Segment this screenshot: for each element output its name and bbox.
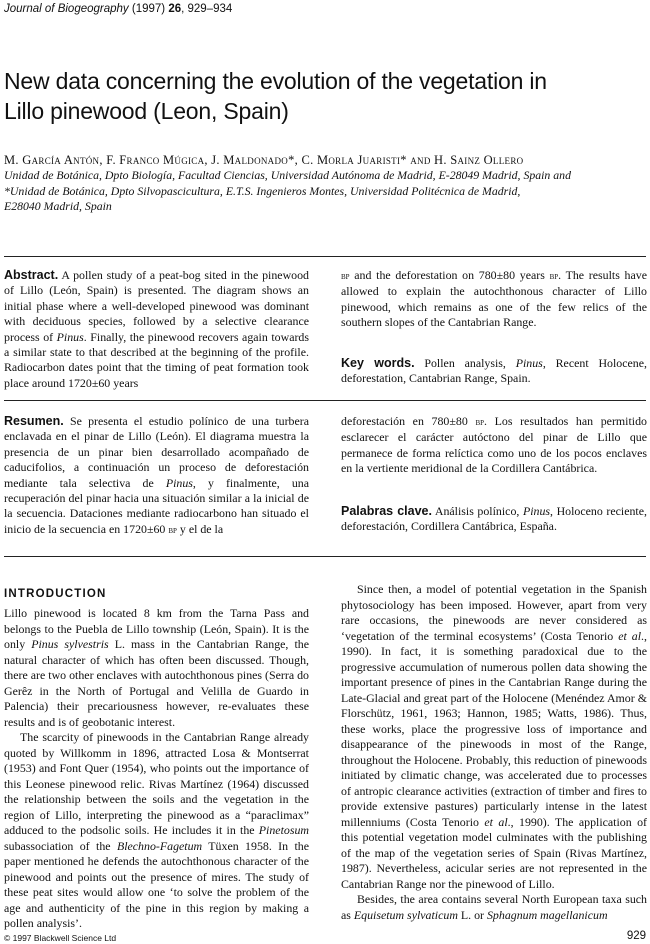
abstract-text-b: . Finally, the pinewood recovers again towards a similar state to that described at the beginning of the profile. Radiocarbon dates point that the timing of peat formation took place around 1720±60 years: [4, 329, 309, 390]
journal-pages: , 929–934: [181, 3, 233, 15]
p4-a: Besides, the area contains several North European taxa such as: [341, 892, 647, 922]
journal-name: Journal of Biogeography: [4, 3, 129, 15]
p3-c: ., 1990). The application of this potential vegetation model culminates with the publishing of the map of the vegetation series of Spain (Rivas Martínez, 1987). Nevertheless, acicular series are not represented in the Cantabrian Range nor the pinewood of Lillo.: [341, 814, 647, 891]
abstract-label: Abstract.: [4, 268, 59, 282]
affiliation-3: E28040 Madrid, Spain: [4, 199, 112, 213]
p1-a: Lillo pinewood is located 8 km from the Tarna Pass and belongs to the Puebla de Lillo township (León, Spain). It is the only: [4, 606, 309, 651]
palabras-clave-text-a: Análisis polínico,: [431, 504, 523, 518]
abstract-bp-1: bp: [341, 271, 350, 282]
resumen-right: [341, 414, 647, 477]
abstract-right-text-b: . The results have allowed to explain the autochthonous character of Lillo pinewood, which remains as one of the few relics of the southern slopes of the Cantabrian Range.: [341, 268, 647, 330]
resumen-label: Resumen.: [4, 414, 64, 428]
resumen-text-a: Se presenta el estudio polínico de una turbera enclavada en el pinar de Lillo (León). El diagrama muestra la presencia de un pinar bien desarrollado acompañado de caducifolios, a continuación un proceso de deforestación mediante tala selectiva de: [4, 414, 309, 490]
palabras-clave: [341, 504, 647, 535]
p1-species: Pinus sylvestris: [31, 637, 109, 651]
resumen-bp-1: bp: [168, 524, 177, 536]
resumen-bp-2: bp: [475, 417, 484, 428]
keywords-label: Key words.: [341, 356, 415, 370]
affiliation-2: *Unidad de Botánica, Dpto Silvopascicultura, E.T.S. Ingenieros Montes, Universidad Politécnica de Madrid,: [4, 183, 521, 198]
p2-a: The scarcity of pinewoods in the Cantabrian Range already quoted by Willkomm in 1896, attracted Losa & Montserrat (1953) and Font Quer (1954), who points out the importance of this Leonese pinewood relic. Rivas Martínez (1964) discussed the relationship between the soils and the vegetation in the region of Lillo, interpreting the pinewood as a “paraclimax” adduced to the podsolic soils. He includes it in the: [4, 730, 309, 837]
resumen-pinus: Pinus: [165, 475, 193, 490]
resumen-left: [4, 414, 309, 538]
keywords-pinus: Pinus: [515, 356, 543, 370]
resumen-text-c: y el de la: [176, 521, 224, 536]
journal-volume: 26: [168, 3, 182, 15]
intro-paragraph-4: [341, 892, 647, 923]
keywords-text-a: Pollen analysis,: [414, 356, 516, 370]
palabras-clave-pinus: Pinus: [522, 504, 551, 518]
abstract-right-text-a: and the deforestation on 780±80 years: [349, 268, 550, 282]
p2-b: subassociation of the: [4, 838, 117, 853]
rule-bottom: [4, 556, 646, 557]
p3-etal-2: et al: [484, 814, 508, 829]
p3-etal-1: et al: [618, 628, 642, 643]
resumen-text-b: , y finalmente, una recuperación del pinar hacia una situación similar a la inicial de la secuencia. Dataciones mediante radiocarbono han situado el inicio de la secuencia en 1720±60: [4, 475, 309, 536]
keywords: [341, 356, 647, 387]
keywords-text-b: , Recent Holocene, deforestation, Cantabrian Range, Spain.: [341, 356, 647, 386]
p2-pinetosum: Pinetosum: [258, 823, 309, 837]
page-number: 929: [626, 930, 646, 942]
affiliation-1: Unidad de Botánica, Dpto Biología, Facultad Ciencias, Universidad Autónoma de Madrid, E-28049 Madrid, Spain and: [4, 168, 571, 182]
author-list: M. García Antón, F. Franco Múgica, J. Maldonado*, C. Morla Juaristi* and H. Sainz Ollero: [4, 153, 524, 167]
rule-middle: [4, 400, 646, 401]
p3-b: ., 1990). In fact, it is something paradoxical due to the progressive accumulation of numerous pollen data showing the important presence of pines in the Cantabrian Range during the Late-Glacial and great part of the Holocene (Menéndez Amor & Florschütz, 1961, 1963; Hannon, 1985; Watts, 1986). Thus, these works, place the progressive loss of importance and disappearance of the pinewoods in most of the Range, throughout the Holocene. Probably, this reduction of pinewoods initiated by climatic change, was accelerated due to processes of antropic clearance activities (extraction of timber and fires to provide extensive pastures) particularly intense in the latest millenniums (Costa Tenorio: [341, 628, 647, 829]
title-line-2: Lillo pinewood (Leon, Spain): [4, 98, 289, 124]
palabras-clave-text-b: , Holoceno reciente, deforestación, Cordillera Cantábrica, España.: [341, 504, 647, 534]
resumen-right-text-b: . Los resultados han permitido esclarecer el carácter autóctono del pinar de Lillo que permanece de forma relíctica como uno de los pocos enclaves en la vertiente meridional de la Cordillera Cantábrica.: [341, 414, 647, 476]
abstract-left: [4, 268, 309, 391]
abstract-pinus: Pinus: [56, 329, 84, 344]
resumen-right-text-a: deforestación en 780±80: [341, 414, 476, 428]
title-line-1: New data concerning the evolution of the vegetation in: [4, 68, 547, 94]
intro-left-column: [4, 606, 309, 932]
journal-header: [4, 3, 232, 15]
section-heading-introduction: INTRODUCTION: [4, 588, 107, 600]
intro-right-column: [341, 582, 647, 923]
abstract-text-a: A pollen study of a peat-bog sited in the pinewood of Lillo (León, Spain) is presented. The diagram shows an initial phase where a well-developed pinewood was dominant with deciduous species, followed by a selective clearance process of: [4, 268, 309, 344]
affiliations: [4, 168, 644, 215]
abstract-bp-2: bp: [549, 271, 559, 282]
p1-b: L. mass in the Cantabrian Range, the natural character of which has often been discussed. Though, there are two other enclaves with autochthonous pines (Serra do Gerêz in the North of Portugal and Velilla de Guardo in Palencia) their precariousness however, re-evaluates these results and is of geobotanic interest.: [4, 637, 309, 729]
intro-paragraph-3: [341, 582, 647, 892]
p2-blechno: Blechno-Fagetum: [116, 838, 203, 853]
p4-sphagnum: Sphagnum magellanicum: [486, 907, 608, 922]
p2-c: Tüxen 1958. In the paper mentioned he defends the autochthonous character of the pinewood and points out the presence of mires. The study of these peat sites would allow one ‘to solve the problem of the age and authenticity of the pine in this region by making a pollen analysis’.: [4, 838, 309, 930]
copyright-notice: © 1997 Blackwell Science Ltd: [4, 933, 117, 943]
abstract-right: [341, 268, 647, 331]
p3-a: Since then, a model of potential vegetation in the Spanish phytosociology has been imposed. However, apart from very rare occasions, the pinewoods are never considered as ‘vegetation of the terminal ecosystems’ (Costa Tenorio: [341, 582, 647, 643]
p4-b: L. or: [457, 907, 487, 922]
article-title: [4, 66, 624, 126]
palabras-clave-label: Palabras clave.: [341, 504, 432, 518]
p4-equisetum: Equisetum sylvaticum: [353, 907, 458, 922]
rule-top: [4, 256, 646, 257]
journal-year: (1997): [128, 3, 169, 15]
intro-paragraph-1: [4, 606, 309, 730]
intro-paragraph-2: [4, 730, 309, 932]
